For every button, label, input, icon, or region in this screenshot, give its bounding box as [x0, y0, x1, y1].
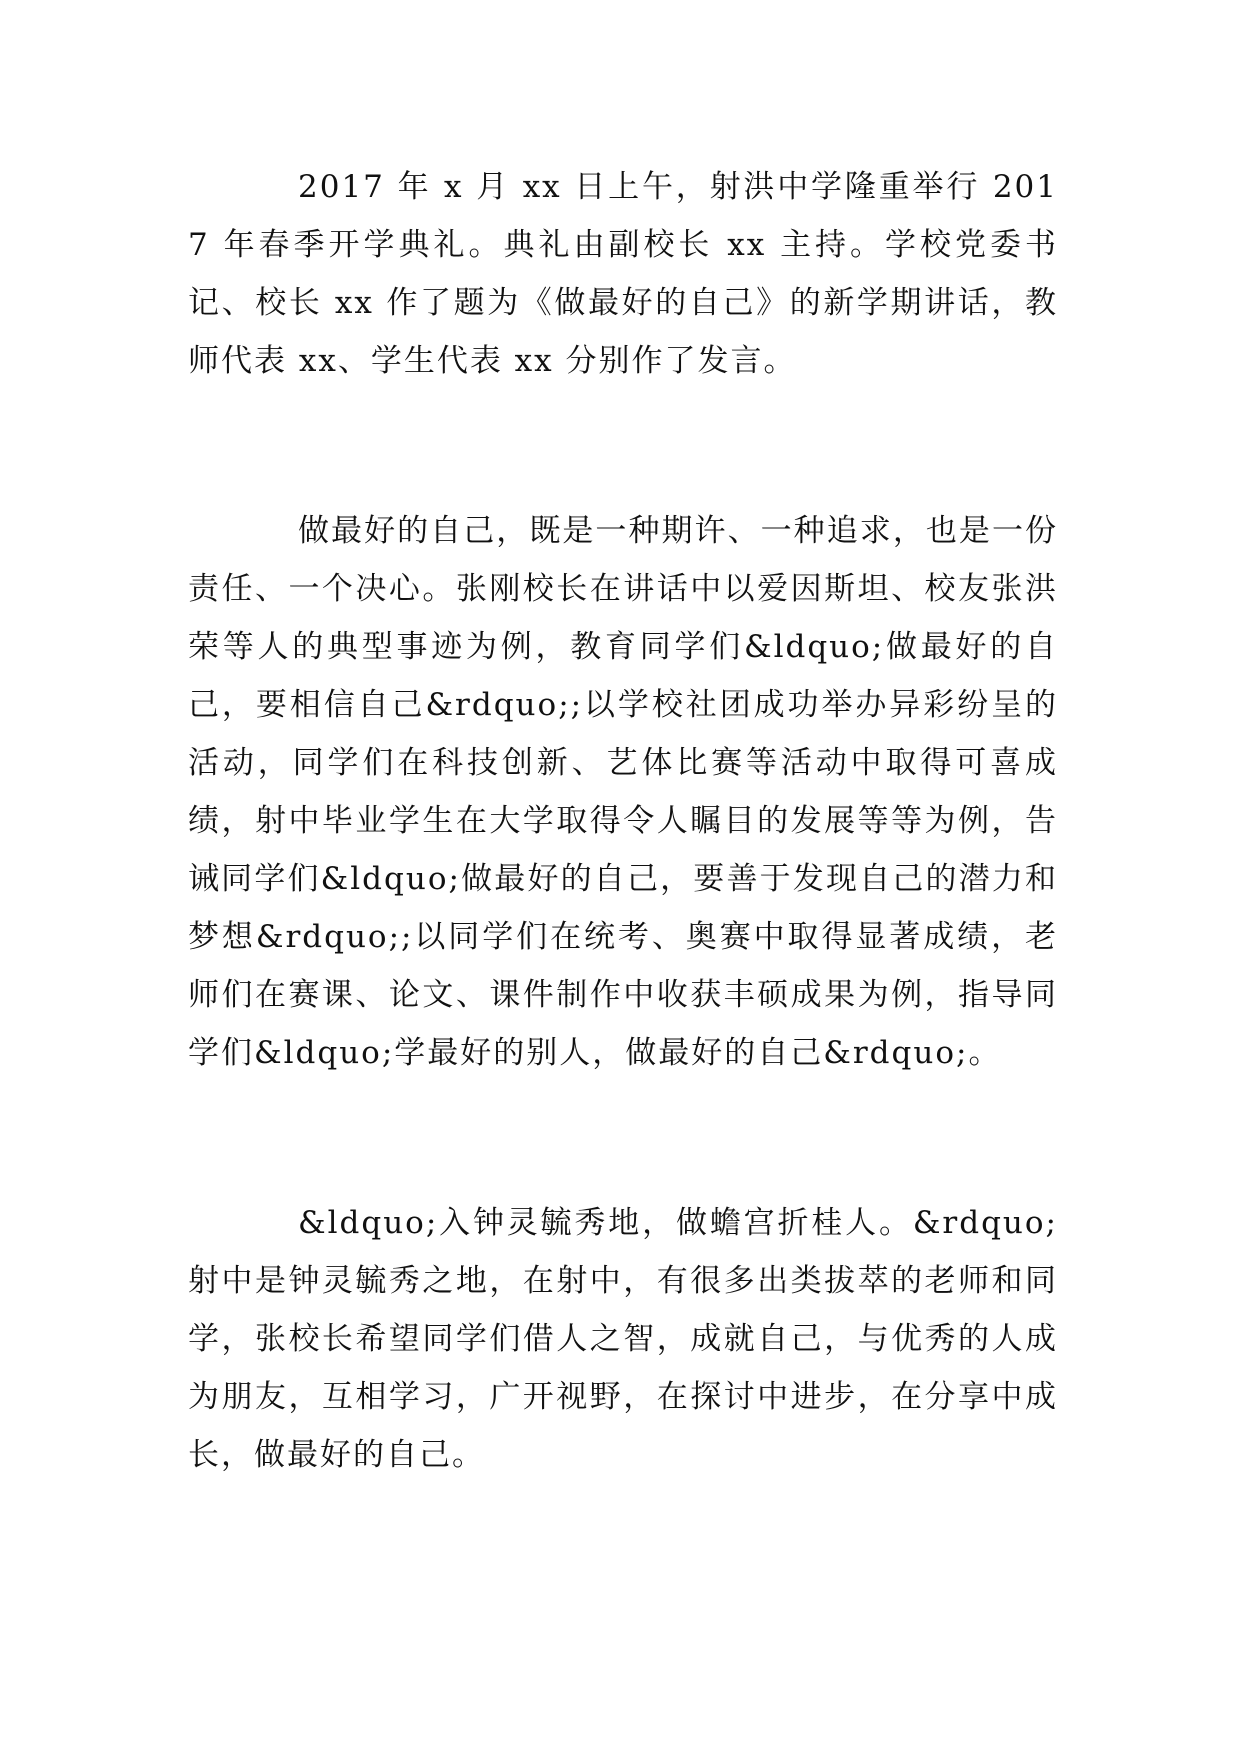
paragraph-opening: 2017 年 x 月 xx 日上午，射洪中学隆重举行 2017 年春季开学典礼。典礼由副校长 xx 主持。学校党委书记、校长 xx 作了题为《做最好的自己》的新学期讲话，教师代表 xx、学生代表 xx 分别作了发言。	[188, 169, 1058, 379]
paragraph-speech-summary: 做最好的自己，既是一种期许、一种追求，也是一份责任、一个决心。张刚校长在讲话中以爱因斯坦、校友张洪荣等人的典型事迹为例，教育同学们&ldquo;做最好的自己，要相信自己&rdquo;;以学校社团成功举办异彩纷呈的活动，同学们在科技创新、艺体比赛等活动中取得可喜成绩，射中毕业学生在大学取得令人瞩目的发展等等为例，告诫同学们&ldquo;做最好的自己，要善于发现自己的潜力和梦想&rdquo;;以同学们在统考、奥赛中取得显著成绩，老师们在赛课、论文、课件制作中收获丰硕成果为例，指导同学们&ldquo;学最好的别人，做最好的自己&rdquo;。	[188, 513, 1058, 1071]
paragraph-spacer	[188, 390, 1058, 502]
paragraph-spacer	[188, 1082, 1058, 1194]
document-body	[188, 158, 1058, 1484]
paragraph-closing: &ldquo;入钟灵毓秀地，做蟾宫折桂人。&rdquo;射中是钟灵毓秀之地，在射中，有很多出类拔萃的老师和同学，张校长希望同学们借人之智，成就自己，与优秀的人成为朋友，互相学习，广开视野，在探讨中进步，在分享中成长，做最好的自己。	[188, 1205, 1058, 1473]
